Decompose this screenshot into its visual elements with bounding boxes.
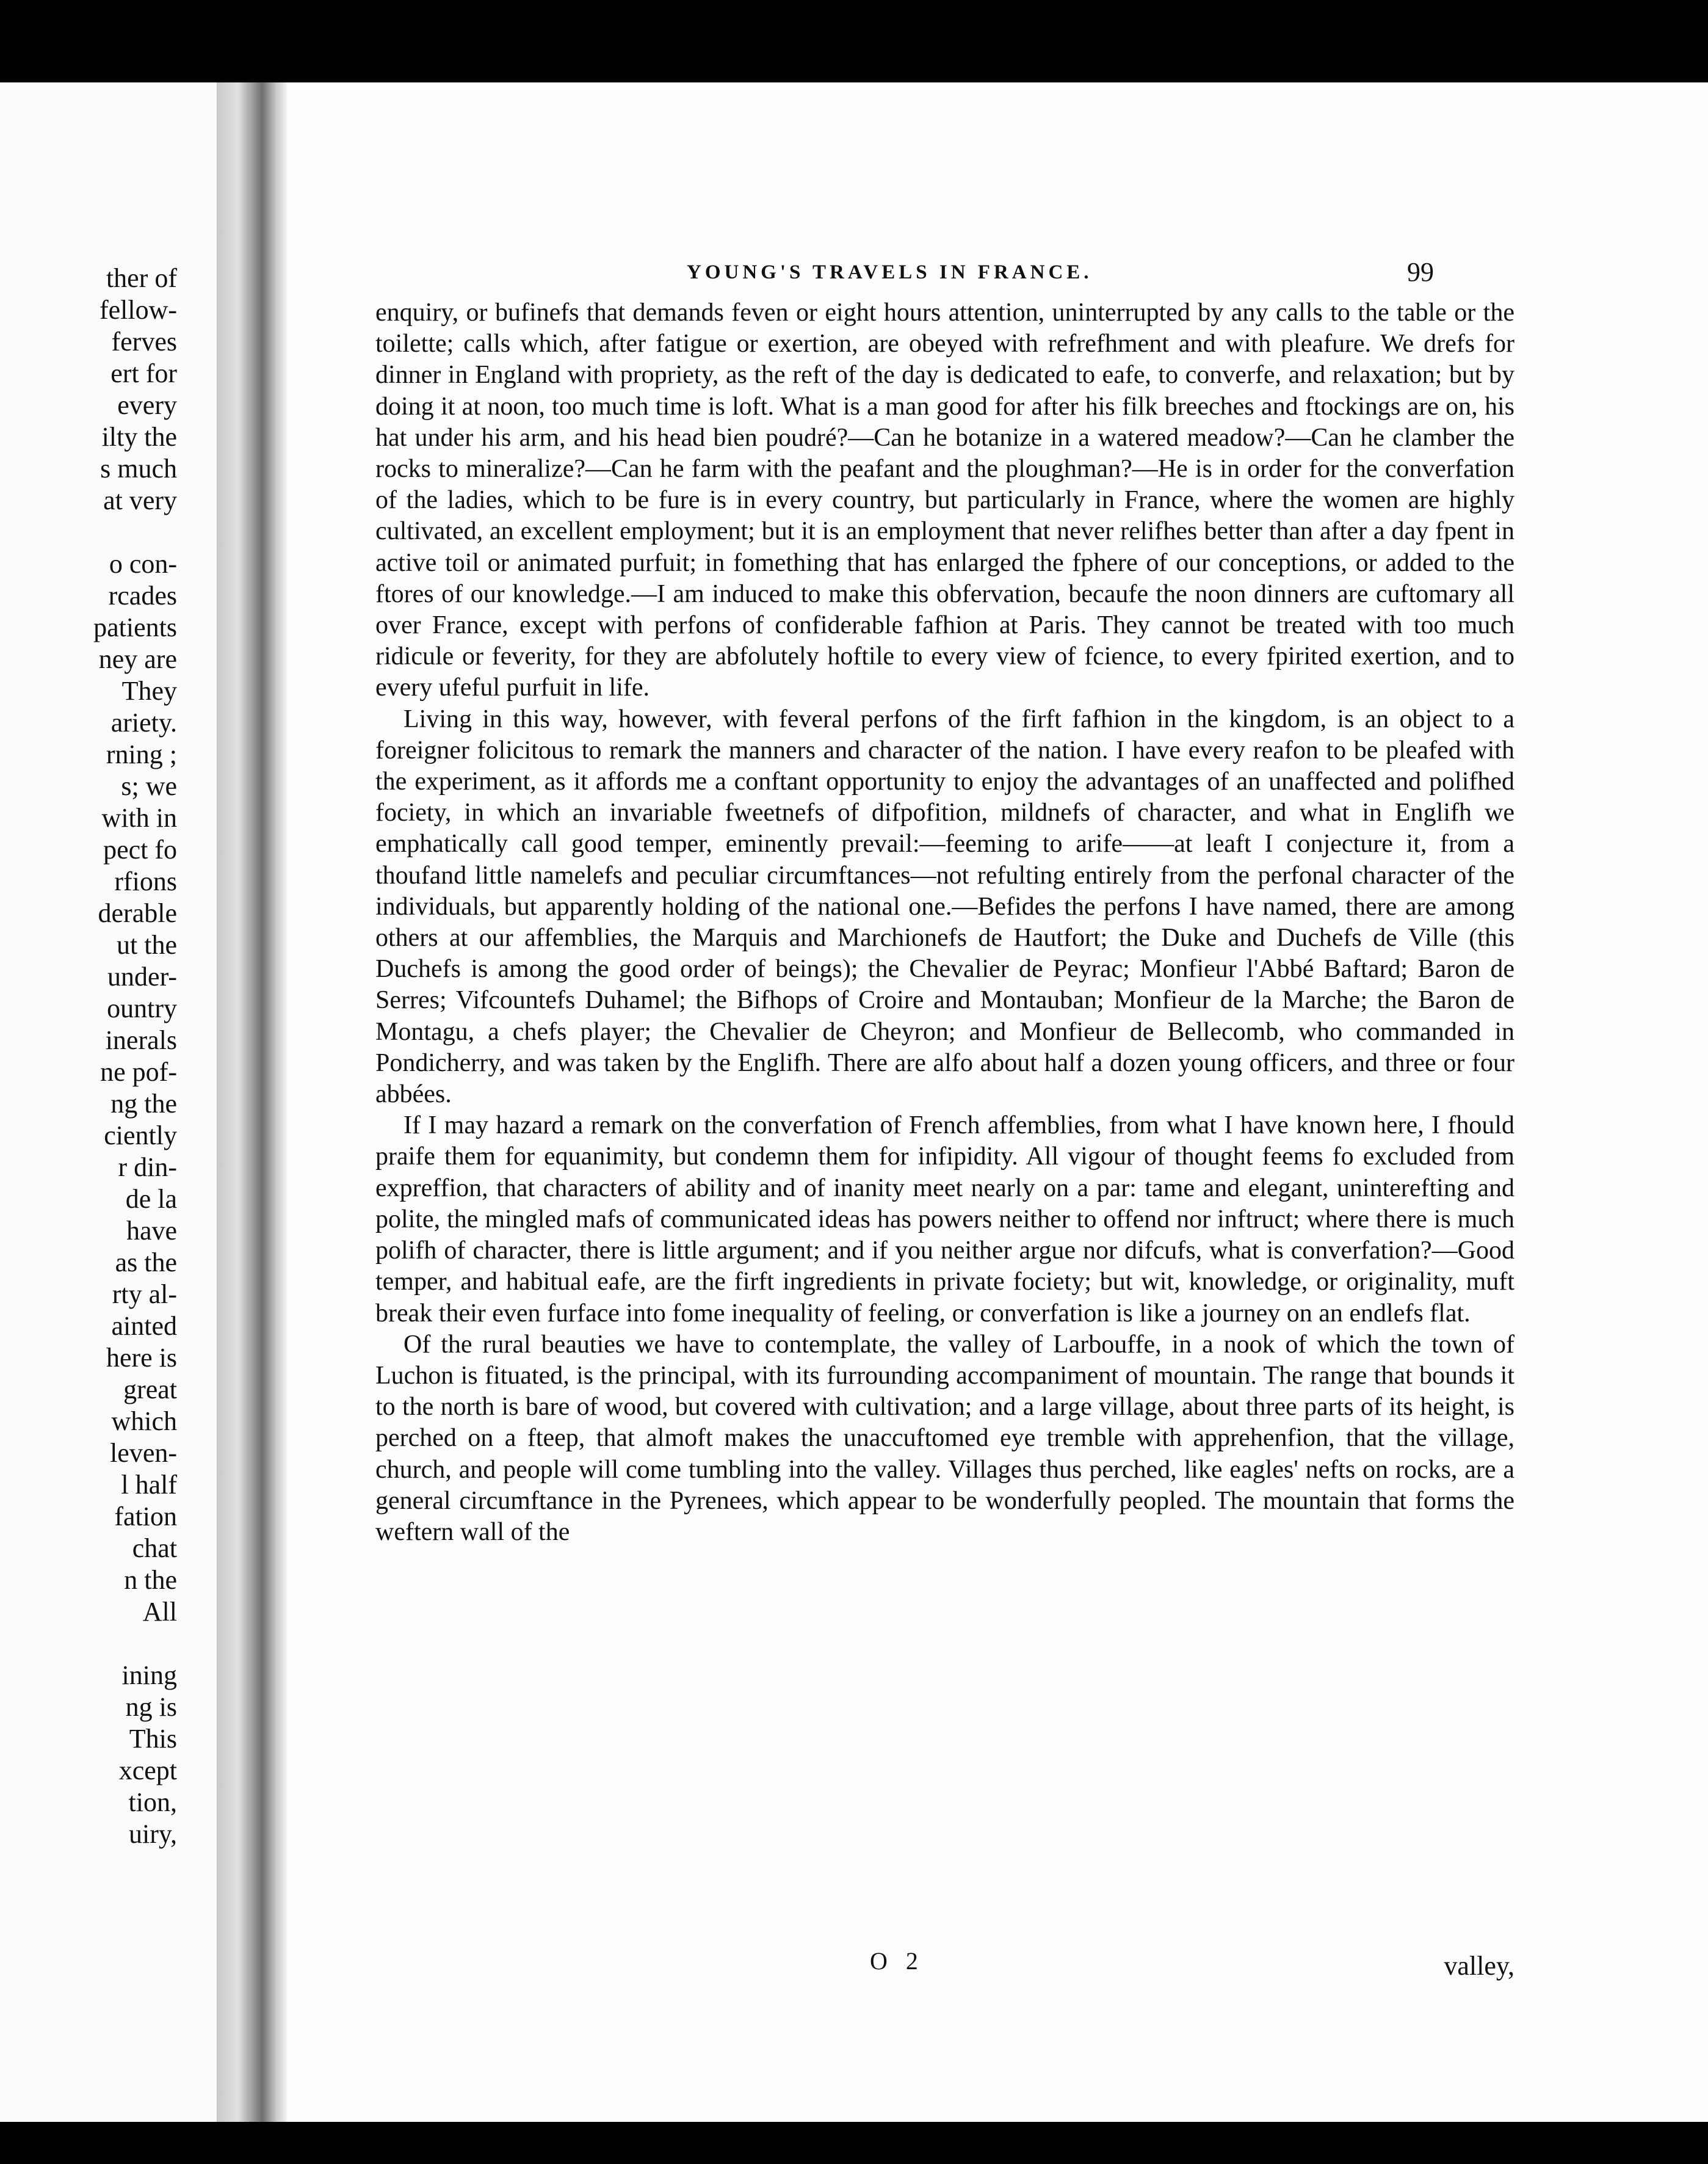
facing-page-gap <box>0 517 177 548</box>
facing-page-line: patients <box>93 612 177 642</box>
facing-page-line: fellow- <box>99 295 177 325</box>
facing-page-line: ther of <box>106 263 177 293</box>
facing-page-line-ends <box>0 263 177 1850</box>
facing-page-line: rty al- <box>112 1279 177 1309</box>
facing-page-line: ert for <box>110 358 177 388</box>
facing-page-line: l half <box>121 1470 177 1500</box>
facing-page-line: leven- <box>110 1438 177 1468</box>
signature-mark: O 2 <box>870 1947 924 1975</box>
facing-page-line: o con- <box>109 549 177 579</box>
facing-page-line: inerals <box>105 1025 177 1055</box>
paragraph-continued: enquiry, or bufinefs that demands feven or eight hours attention, uninterrupted by any calls to the table or the toilette; calls which, after fatigue or exertion, are obeyed with refrefhment and with pleafure. We drefs for dinner in England with propriety, as the reft of the day is dedicated to eafe, to converfe, and relaxation; but by doing it at noon, too much time is loft. What is a man good for after his filk breeches and ftockings are on, his hat under his arm, and his head bien poudré?—Can he botanize in a watered meadow?—Can he clamber the rocks to mineralize?—Can he farm with the peafant and the ploughman?—He is in order for the converfation of the ladies, which to be fure is in every country, but particularly in France, where the women are highly cultivated, an excellent employment; but it is an employment that never relifhes better than after a day fpent in active toil or animated purfuit; in fomething that has enlarged the fphere of our conceptions, or added to the ftores of our knowledge.—I am induced to make this obfervation, becaufe the noon dinners are cuftomary all over France, except with perfons of confiderable fafhion at Paris. They cannot be treated with too much ridicule or feverity, for they are abfolutely hoftile to every view of fcience, to every fpirited exertion, and to every ufeful purfuit in life. <box>375 299 1514 702</box>
catchword: valley, <box>1444 1951 1514 1981</box>
facing-page-line: ng the <box>110 1089 177 1119</box>
facing-page-fragment <box>0 82 217 2122</box>
book-gutter <box>217 82 287 2122</box>
facing-page-line: ining <box>121 1660 177 1690</box>
book-page <box>287 82 1708 2122</box>
facing-page-line: chat <box>132 1533 177 1563</box>
facing-page-line: here is <box>106 1343 177 1373</box>
facing-page-line: ainted <box>111 1311 177 1341</box>
facing-page-line: ut the <box>117 930 177 960</box>
paragraph: Of the rural beauties we have to contemplate, the valley of Larbouffe, in a nook of which the town of Luchon is fituated, is the principal, with its furrounding accompaniment of mountain. The range that bounds it to the north is bare of wood, but covered with cultivation; and a large village, about three parts of its height, is perched on a fteep, that almoft makes the unaccuftomed eye tremble with apprehenfion, that the village, church, and people will come tumbling into the valley. Villages thus perched, like eagles' nefts on rocks, are a general circumftance in the Pyrenees, which appear to be wonderfully peopled. The mountain that forms the weftern wall of the <box>375 1330 1514 1546</box>
facing-page-line: rning ; <box>106 739 177 769</box>
running-head <box>287 256 1708 299</box>
page-footer <box>287 1947 1708 1983</box>
facing-page-line: pect fo <box>103 835 177 865</box>
facing-page-line: fation <box>114 1501 177 1531</box>
facing-page-line: s; we <box>121 771 177 801</box>
facing-page-line: r din- <box>118 1152 177 1182</box>
facing-page-line: at very <box>103 485 177 515</box>
running-title: YOUNG'S TRAVELS IN FRANCE. <box>687 261 1093 283</box>
page-number: 99 <box>1407 257 1434 287</box>
facing-page-line: tion, <box>128 1787 177 1817</box>
facing-page-line: uiry, <box>128 1819 177 1849</box>
facing-page-line: This <box>129 1724 177 1754</box>
paragraph: Living in this way, however, with feveral perfons of the firft fafhion in the kingdom, is an object to a foreigner folicitous to remark the manners and character of the nation. I have every reafon to be pleafed with the experiment, as it affords me a conftant opportunity to enjoy the advantages of an unaffected and polifhed fociety, in which an invariable fweetnefs of difpofition, mildnefs of character, and what in Englifh we emphatically call good temper, eminently prevail:—feeming to arife——at leaft I conjecture it, from a thoufand little namelefs and peculiar circumftances—not refulting entirely from the perfonal character of the individuals, but apparently holding of the national one.—Befides the perfons I have named, there are among others at our affemblies, the Marquis and Marchionefs de Hautfort; the Duke and Duchefs de Ville (this Duchefs is among the good order of beings); the Chevalier de Peyrac; Monfieur l'Abbé Baftard; Baron de Serres; Vifcountefs Duhamel; the Bifhops of Croire and Montauban; Monfieur de la Marche; the Baron de Montagu, a chefs player; the Chevalier de Cheyron; and Monfieur de Bellecomb, who commanded in Pondicherry, and was taken by the Englifh. There are alfo about half a dozen young officers, and three or four abbées. <box>375 705 1514 1109</box>
facing-page-line: under- <box>107 962 177 992</box>
facing-page-line: ariety. <box>110 708 177 738</box>
facing-page-line: They <box>121 676 177 706</box>
facing-page-line: great <box>123 1374 177 1404</box>
facing-page-gap <box>0 1628 177 1660</box>
facing-page-line: ilty the <box>101 422 177 452</box>
facing-page-line: every <box>117 390 177 420</box>
facing-page-line: de la <box>125 1184 177 1214</box>
facing-page-line: ountry <box>107 993 177 1023</box>
facing-page-line: ciently <box>104 1120 177 1150</box>
facing-page-line: which <box>111 1406 177 1436</box>
facing-page-line: s much <box>100 454 177 484</box>
facing-page-line: ne pof- <box>100 1057 177 1087</box>
facing-page-line: ng is <box>125 1692 177 1722</box>
facing-page-line: ney are <box>98 644 177 674</box>
facing-page-line: rfions <box>114 866 177 896</box>
facing-page-line: have <box>126 1216 177 1246</box>
facing-page-line: rcades <box>108 581 177 611</box>
body-text <box>375 297 1514 1548</box>
facing-page-line: xcept <box>118 1756 177 1785</box>
facing-page-line: ferves <box>111 327 177 357</box>
facing-page-line: derable <box>98 898 177 928</box>
paragraph: If I may hazard a remark on the converfation of French affemblies, from what I have known here, I fhould praife them for equanimity, but condemn them for infipidity. All vigour of thought feems fo excluded from expreffion, that characters of ability and of inanity meet nearly on a par: tame and elegant, uninterefting and polite, the mingled mafs of communicated ideas has powers neither to offend nor inftruct; where there is much polifh of character, there is little argument; and if you neither argue nor difcufs, what is converfation?—Good temper, and habitual eafe, are the firft ingredients in private fociety; but wit, knowledge, or originality, muft break their even furface into fome inequality of feeling, or converfation is like a journey on an endlefs flat. <box>375 1111 1514 1327</box>
facing-page-line: as the <box>115 1247 177 1277</box>
facing-page-line: with in <box>101 803 177 833</box>
facing-page-line: All <box>142 1597 177 1627</box>
facing-page-line: n the <box>124 1565 177 1595</box>
